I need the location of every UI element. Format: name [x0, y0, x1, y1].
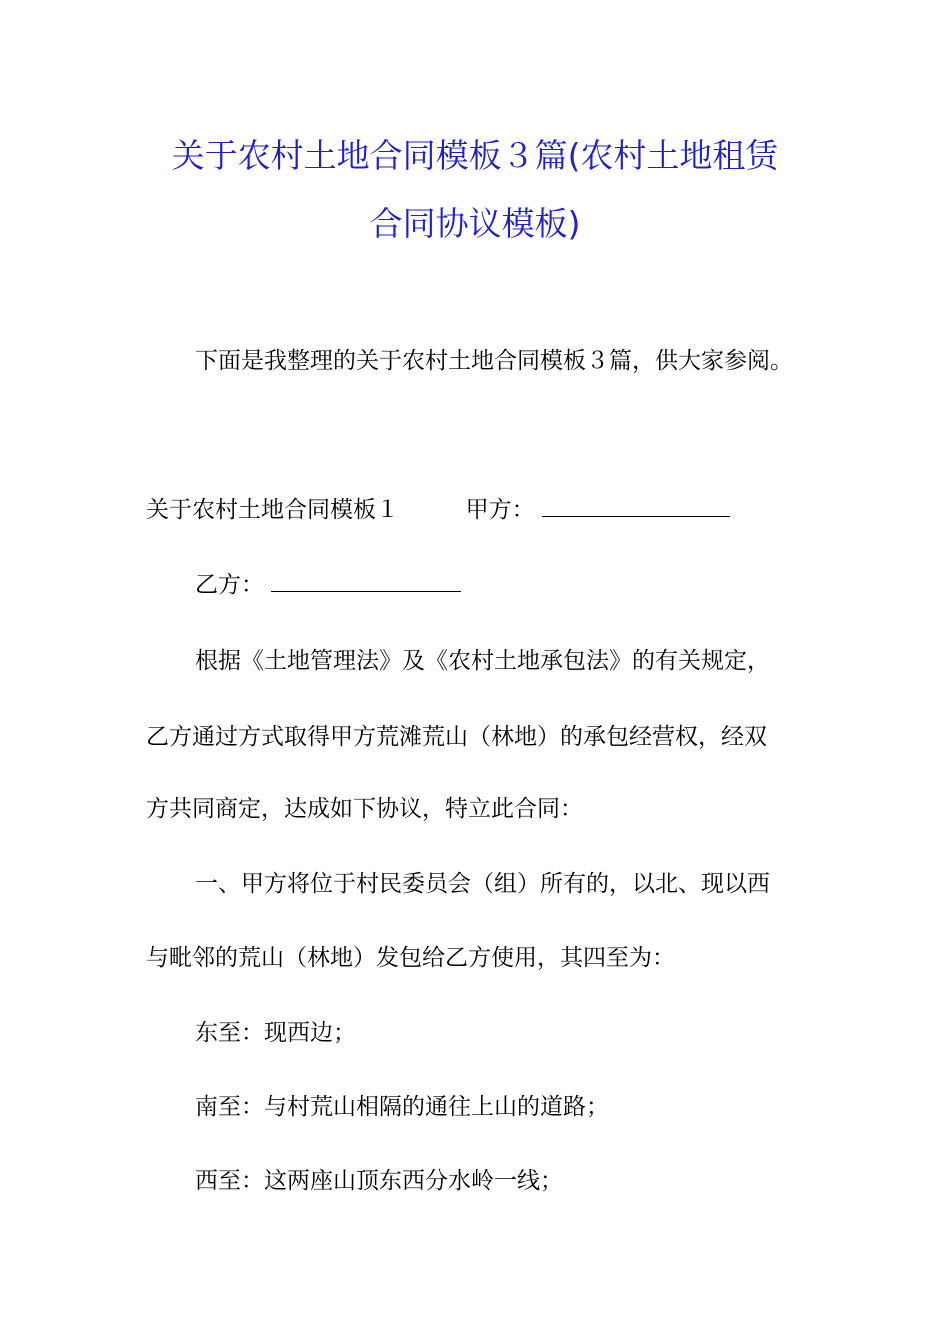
section-1-heading: 关于农村土地合同模板１ — [146, 497, 399, 523]
boundary-west: 西至：这两座山顶东西分水岭一线； — [195, 1168, 563, 1194]
paragraph-2-line-2: 与毗邻的荒山（林地）发包给乙方使用，其四至为： — [146, 945, 675, 971]
party-b-row — [195, 570, 461, 600]
party-a-blank-line — [542, 496, 730, 517]
paragraph-1-line-1: 根据《土地管理法》及《农村土地承包法》的有关规定， — [195, 648, 770, 674]
paragraph-1-line-2: 乙方通过方式取得甲方荒滩荒山（林地）的承包经营权，经双 — [146, 724, 767, 750]
party-a-label: 甲方： — [465, 497, 535, 523]
boundary-east: 东至：现西边； — [195, 1020, 356, 1046]
boundary-south: 南至：与村荒山相隔的通往上山的道路； — [195, 1094, 609, 1120]
section-1-heading-row — [146, 495, 730, 525]
paragraph-2-line-1: 一、甲方将位于村民委员会（组）所有的，以北、现以西 — [195, 871, 770, 897]
intro-paragraph: 下面是我整理的关于农村土地合同模板３篇，供大家参阅。 — [195, 348, 793, 374]
party-b-blank-line — [271, 571, 461, 592]
document-title-line-1: 关于农村土地合同模板３篇(农村土地租赁 — [171, 136, 779, 175]
paragraph-1-line-3: 方共同商定，达成如下协议，特立此合同： — [146, 796, 583, 822]
document-title-line-2: 合同协议模板) — [369, 204, 581, 243]
party-b-label: 乙方： — [195, 572, 264, 598]
